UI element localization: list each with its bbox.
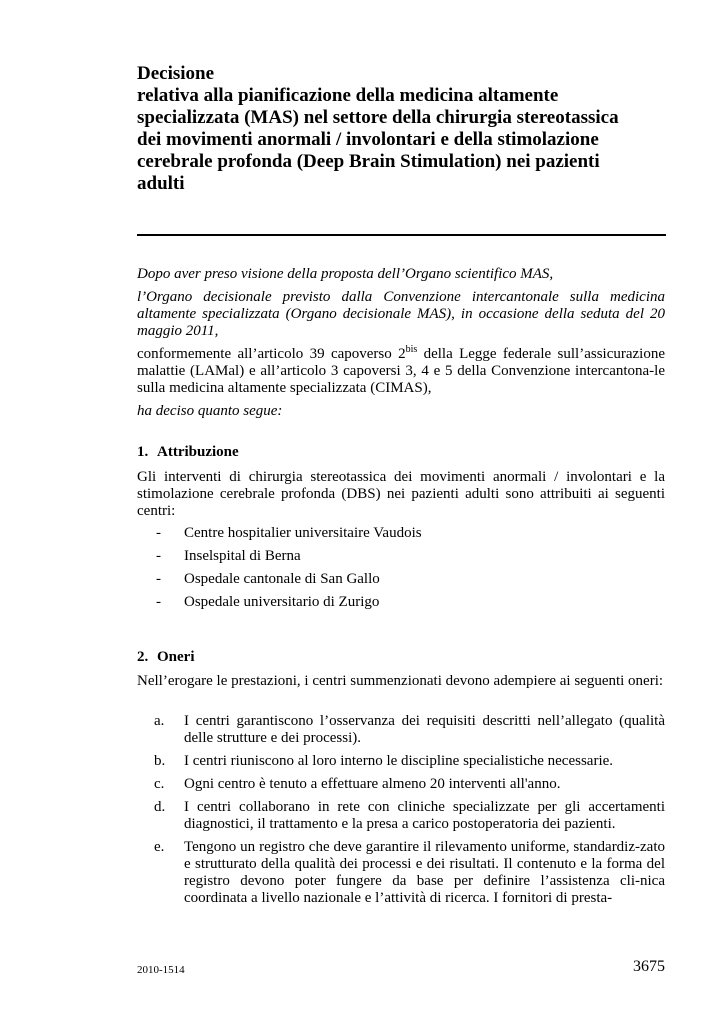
list-item: e. Tengono un registro che deve garantire il rilevamento uniforme, standardiz-zato e strutturato della qualità dei processi e dei risultati. Il contenuto e la forma del registro devono poter fungere da base per definire l’assistenza cli-nica coordinata a livello nazionale e l’attività di ricerca. I fornitori di presta- — [154, 839, 665, 906]
document-title — [137, 63, 667, 195]
list-item: a. I centri garantiscono l’osservanza dei requisiti descritti nell’allegato (qualità delle strutture e dei processi). — [154, 713, 665, 746]
title-line: Decisione — [137, 63, 215, 84]
obligations-list — [137, 713, 665, 913]
preamble-paragraph-2: l’Organo decisionale previsto dalla Convenzione intercantonale sulla medicina altamente specializzata (Organo decisionale MAS), in occasione della seduta del 20 maggio 2011, — [137, 289, 665, 339]
section-1-heading — [137, 444, 239, 461]
section-1-intro: Gli interventi di chirurgia stereotassica dei movimenti anormali / involontari e la stimolazione cerebrale profonda (DBS) nei pazienti adulti sono attribuiti ai seguenti centri: — [137, 469, 665, 519]
preamble-paragraph-1: Dopo aver preso visione della proposta dell’Organo scientifico MAS, — [137, 266, 554, 282]
title-line: dei movimenti anormali / involontari e della stimolazione — [137, 129, 599, 150]
preamble-paragraph-4: ha deciso quanto segue: — [137, 403, 283, 419]
document-number: 2010-1514 — [137, 964, 185, 976]
section-2-intro: Nell’erogare le prestazioni, i centri summenzionati devono adempiere ai seguenti oneri: — [137, 673, 664, 689]
preamble-p3-before: conformemente all’articolo 39 capoverso 2 — [137, 346, 406, 362]
preamble-p3-sup: bis — [405, 344, 418, 355]
list-item: - Ospedale cantonale di San Gallo — [156, 571, 380, 587]
list-item: - Inselspital di Berna — [156, 548, 301, 564]
section-2-title: Oneri — [157, 649, 195, 665]
title-divider — [137, 234, 666, 236]
page-number: 3675 — [633, 958, 665, 975]
list-item: d. I centri collaborano in rete con cliniche specializzate per gli accertamenti diagnostici, il trattamento e la presa a carico postoperatoria dei pazienti. — [154, 799, 665, 832]
section-2-heading — [137, 649, 195, 666]
title-line: specializzata (MAS) nel settore della chirurgia stereotassica — [137, 107, 619, 128]
section-1-number: 1. — [137, 444, 149, 460]
list-item: c. Ogni centro è tenuto a effettuare almeno 20 interventi all'anno. — [154, 776, 561, 792]
title-line: cerebrale profonda (Deep Brain Stimulation) nei pazienti — [137, 151, 600, 172]
centers-list — [137, 525, 665, 617]
section-1-title: Attribuzione — [157, 444, 239, 460]
list-item: - Centre hospitalier universitaire Vaudois — [156, 525, 422, 541]
list-item: - Ospedale universitario di Zurigo — [156, 594, 380, 610]
title-line: adulti — [137, 173, 185, 194]
preamble-paragraph-3 — [137, 346, 665, 397]
preamble-p3-after: della Legge federale sull’assicurazione malattie (LAMal) e all’articolo 3 capoversi 3, 4 e 5 della Convenzione intercantona-le sulla medicina altamente specializzata (CIMAS), — [137, 346, 665, 396]
section-2-number: 2. — [137, 649, 149, 665]
title-line: relativa alla pianificazione della medicina altamente — [137, 85, 559, 106]
list-item: b. I centri riuniscono al loro interno le discipline specialistiche necessarie. — [154, 753, 614, 769]
